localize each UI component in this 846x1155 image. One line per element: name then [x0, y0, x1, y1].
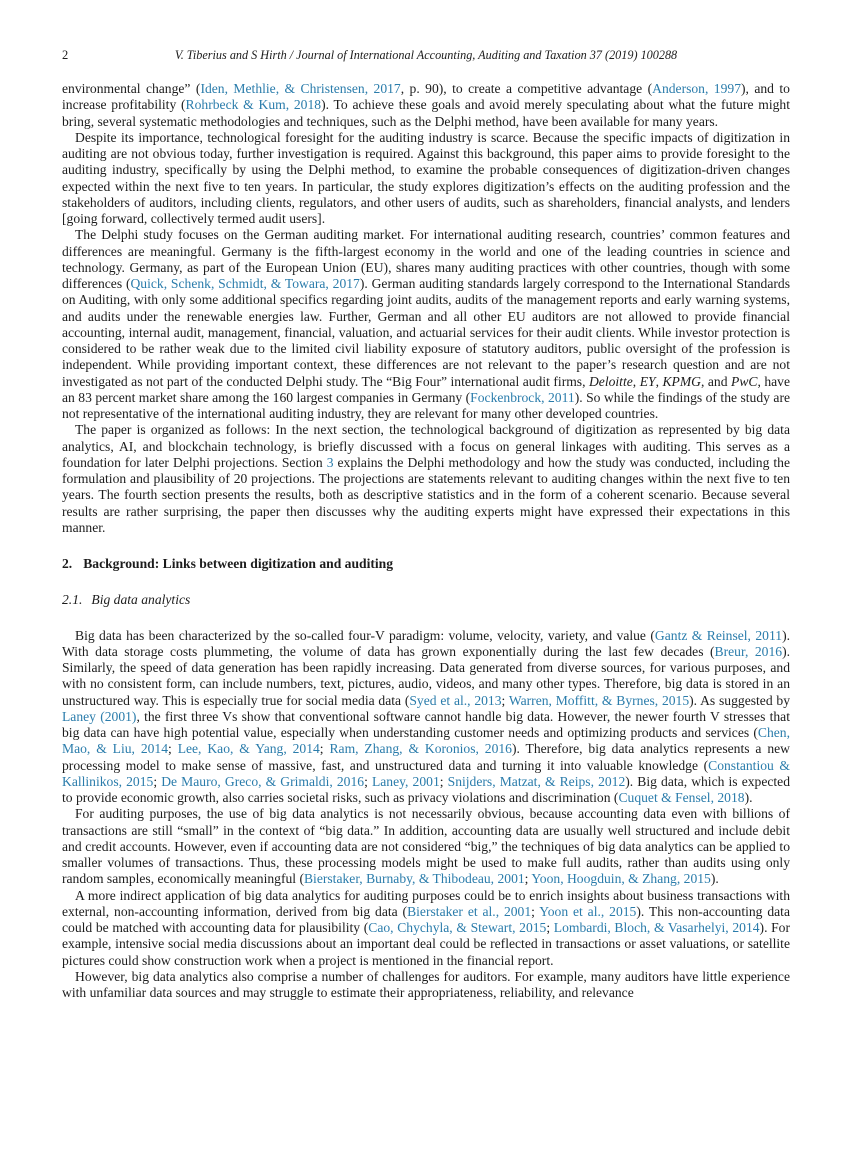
body-text: ;	[531, 903, 540, 919]
body-text: ;	[319, 741, 330, 757]
emphasis-text: KPMG	[662, 373, 701, 389]
heading-number: 2.	[62, 556, 73, 571]
body-text: Despite its importance, technological foresight for the auditing industry is scarce. Because the specific impacts of digitization in auditing are not obvious today, further investigation is required. Against this background, this paper aims to provide foresight to the auditing industry, specifically by using the Delphi method, to examine the probable consequences of digitization-driven changes expected within the next five to ten years. In particular, the study explores digitization’s effects on the auditing profession and the stakeholders of auditors, including clients, regulators, and other users of audits, such as shareholders, financial analysts, and lenders [going forward, collectively termed audit users].	[62, 129, 790, 226]
paragraph	[62, 806, 790, 887]
page-header	[62, 48, 790, 64]
emphasis-text: EY	[639, 373, 656, 389]
citation-link[interactable]: Snijders, Matzat, & Reips, 2012	[447, 773, 626, 789]
citation-link[interactable]: Warren, Moffitt, & Byrnes, 2015	[508, 692, 690, 708]
body-text: ,	[632, 373, 640, 389]
citation-link[interactable]: De Mauro, Greco, & Grimaldi, 2016	[161, 773, 365, 789]
body-text: explains the Delphi methodology and how the study was conducted, including the formulation and plausibility of 20 projections. The projections are statements relevant to auditing changes within the next five to ten years. The fourth section presents the results, both as descriptive statistics and in the form of a coherent scenario. Because several results are rather surprising, the paper then discusses why the auditing experts might have expressed their expectations in this manner.	[62, 454, 791, 535]
citation-link[interactable]: Bierstaker, Burnaby, & Thibodeau, 2001	[303, 871, 525, 887]
page-number: 2	[62, 48, 69, 62]
body-text: ). This non-accounting data could be matched with accounting data for plausibility (	[62, 903, 790, 935]
section-ref-link[interactable]: 3	[326, 454, 334, 470]
subsection-heading	[62, 592, 790, 608]
body-text: ;	[168, 741, 178, 757]
citation-link[interactable]: Iden, Methlie, & Christensen, 2017	[200, 81, 401, 96]
body-text: , and	[700, 373, 732, 389]
body-text: environmental change” (	[62, 81, 201, 96]
body-text: ;	[524, 871, 532, 887]
paragraph	[62, 81, 790, 130]
citation-link[interactable]: Yoon et al., 2015	[539, 903, 637, 919]
body-text: ). As suggested by	[689, 692, 790, 708]
citation-link[interactable]: Ram, Zhang, & Koronios, 2016	[329, 741, 512, 757]
body-text: The Delphi study focuses on the German auditing market. For international auditing research, countries’ common features and differences are meaningful. Germany is the fifth-largest economy in the world and one of the leading countries in science and technology. Germany, as part of the European Union (EU), shares many auditing practices with other countries, though with some differences (	[62, 227, 790, 291]
body-text: Big data has been characterized by the so-called four-V paradigm: volume, velocity, variety, and value (	[75, 627, 655, 643]
citation-link[interactable]: Gantz & Reinsel, 2011	[654, 627, 783, 643]
body-text: ). To achieve these goals and avoid merely speculating about what the future might bring, several systematic methodologies and techniques, such as the Delphi method, have been available for many years.	[62, 97, 790, 129]
citation-link[interactable]: Chen, Mao, & Liu, 2014	[62, 725, 790, 757]
citation-link[interactable]: Lee, Kao, & Yang, 2014	[177, 741, 320, 757]
body-text: ;	[501, 692, 509, 708]
body-text: ;	[439, 773, 448, 789]
article-body	[62, 81, 790, 1001]
paragraph	[62, 888, 790, 969]
body-text: ), and to increase profitability (	[62, 81, 790, 113]
citation-link[interactable]: Yoon, Hoogduin, & Zhang, 2015	[531, 871, 711, 887]
section-heading	[62, 556, 790, 572]
body-text: ). Big data, which is expected to provide economic growth, also carries societal risks, such as privacy violations and discrimination (	[62, 773, 790, 805]
body-text: A more indirect application of big data analytics for auditing purposes could be to enrich insights about business transactions with external, non-accounting information, derived from big data (	[62, 887, 790, 919]
body-text: ). For example, intensive social media discussions about an important deal could be reflected in transactions or asset valuations, or satellite pictures could show construction work when a project is mentioned in the financial report.	[62, 920, 791, 968]
paragraph	[62, 628, 790, 807]
body-text: ;	[153, 773, 162, 789]
body-text: ). German auditing standards largely correspond to the International Standards on Auditing, with only some additional specifics regarding joint audits, audits of the management reports and early warning systems, and audits under the renewable energies law. Further, German and all other EU auditors are not allowed to provide financial accounting, internal audit, management, financial, valuation, and actuarial services for their audit clients. While investor protection is considered to be rather weak due to the limited civil liability exposure of statutory auditors, public oversight of the profession is independent. While providing important context, these differences are not relevant to the paper’s research question and are not investigated as not part of the conducted Delphi study. The “Big Four” international audit firms,	[62, 276, 790, 389]
citation-link[interactable]: Cao, Chychyla, & Stewart, 2015	[368, 920, 547, 935]
citation-link[interactable]: Syed et al., 2013	[409, 692, 502, 708]
body-text: ). With data storage costs plummeting, the volume of data has grown exponentially during the last few decades (	[62, 627, 790, 659]
citation-link[interactable]: Rohrbeck & Kum, 2018	[185, 97, 322, 113]
body-text: ). Similarly, the speed of data generation has been rapidly increasing. Data generated from diverse sources, for various purposes, and with no consistent form, can include numbers, text, pictures, audio, videos, and many other types. Therefore, big data is stored in an unstructured way. This is especially true for social media data (	[62, 643, 790, 708]
citation-link[interactable]: Bierstaker et al., 2001	[407, 903, 532, 919]
running-head: V. Tiberius and S Hirth / Journal of International Accounting, Auditing and Taxation 37 (2019) 100288	[174, 48, 678, 62]
body-text: , p. 90), to create a competitive advantage (	[400, 81, 653, 96]
citation-link[interactable]: Breur, 2016	[714, 643, 783, 659]
citation-link[interactable]: Anderson, 1997	[652, 81, 741, 96]
body-text: However, big data analytics also comprise a number of challenges for auditors. For example, many auditors have little experience with unfamiliar data sources and may struggle to estimate their appropriateness, reliability, and relevance	[62, 968, 790, 1000]
body-text: , have an 83 percent market share among the 160 largest companies in Germany (	[62, 373, 791, 405]
paragraph	[62, 227, 790, 422]
citation-link[interactable]: Quick, Schenk, Schmidt, & Towara, 2017	[130, 276, 360, 291]
body-text: For auditing purposes, the use of big data analytics is not necessarily obvious, because accounting data even with billions of transactions are still “small” in the context of “big data.” In addition, accounting data are usually well structured and include debit and credit accounts. However, even if accounting data are not considered “big,” the techniques of big data analytics can be applied to smaller volumes of transactions. Thus, these processing models might be used to make full audits, rather than audits using only random samples, economically meaningful (	[62, 806, 790, 887]
paragraph	[62, 422, 790, 536]
heading-text: Background: Links between digitization and auditing	[83, 556, 394, 571]
citation-link[interactable]: Lombardi, Bloch, & Vasarhelyi, 2014	[553, 920, 760, 935]
body-text: ;	[546, 920, 554, 935]
citation-link[interactable]: Cuquet & Fensel, 2018	[618, 790, 745, 805]
citation-link[interactable]: Fockenbrock, 2011	[470, 389, 575, 405]
body-text: ;	[364, 773, 372, 789]
body-text: ,	[655, 373, 663, 389]
citation-link[interactable]: Laney, 2001	[371, 773, 440, 789]
paragraph	[62, 969, 790, 1002]
body-text: , the first three Vs show that conventional software cannot handle big data. However, the newer fourth V stresses that big data can have high potential value, especially when understanding customer needs and optimizing products and services (	[62, 708, 790, 740]
heading-number: 2.1.	[62, 592, 83, 608]
citation-link[interactable]: Constantiou & Kallinikos, 2015	[62, 757, 790, 789]
heading-text: Big data analytics	[91, 592, 191, 608]
body-text: ).	[710, 871, 719, 887]
citation-link[interactable]: Laney (2001)	[62, 708, 137, 724]
paragraph	[62, 130, 790, 228]
body-text: ).	[744, 790, 753, 805]
body-text: The paper is organized as follows: In the next section, the technological background of digitization as represented by big data analytics, AI, and blockchain technology, is briefly discussed with a focus on general linkages with auditing. This serves as a foundation for later Delphi projections. Section	[62, 422, 790, 470]
body-text: ). Therefore, big data analytics represents a new processing model to make sense of massive, fast, and unstructured data and turning it into valuable knowledge (	[62, 741, 790, 773]
body-text: ). So while the findings of the study are not representative of the international auditing industry, they are relevant for many other developed countries.	[62, 389, 791, 421]
emphasis-text: PwC	[731, 373, 758, 389]
emphasis-text: Deloitte	[588, 373, 633, 389]
